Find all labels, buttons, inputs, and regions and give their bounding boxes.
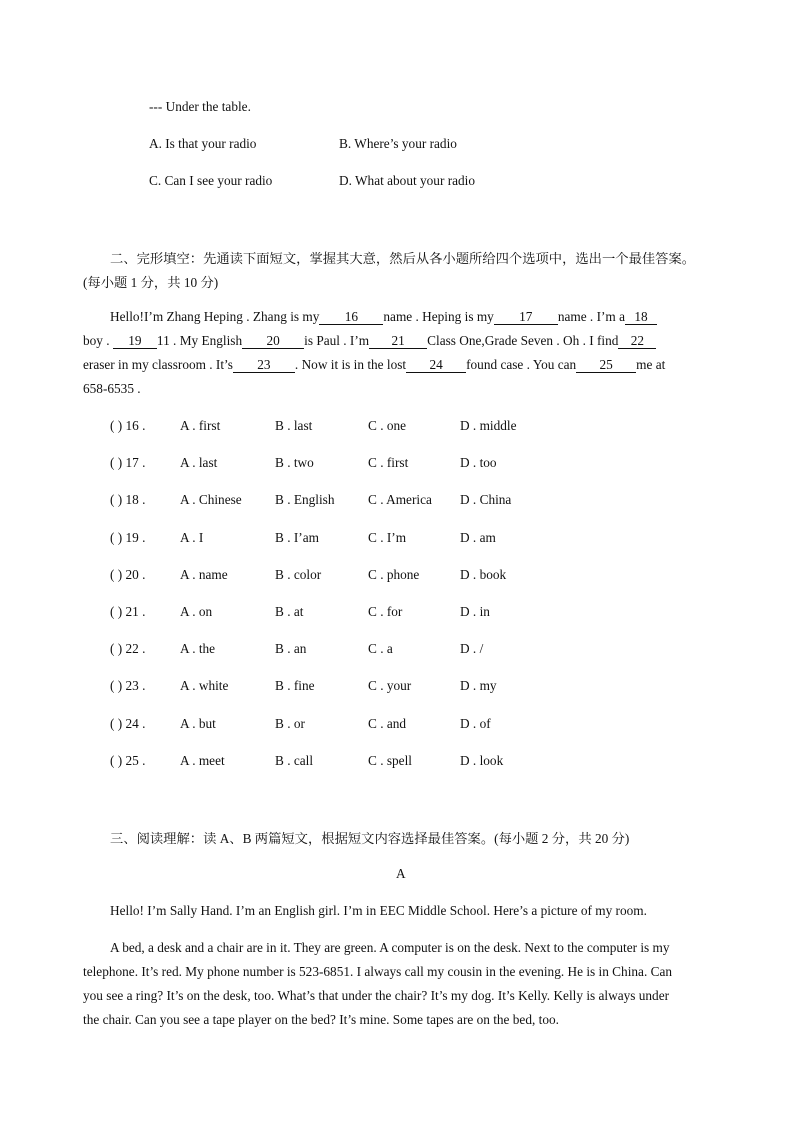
passage-text: . Now it is in the lost	[294, 357, 407, 372]
blank-22: 22	[618, 333, 656, 349]
question-number: ( ) 22 .	[110, 641, 146, 657]
choice-c: C . a	[368, 641, 393, 657]
question-number: ( ) 19 .	[110, 529, 146, 545]
choice-c: C . I’m	[368, 529, 407, 545]
passage-line-1	[110, 309, 657, 325]
answer-line: --- Under the table.	[149, 99, 251, 114]
passage-text: found case . You can	[466, 357, 577, 372]
option-c: C. Can I see your radio	[149, 173, 273, 188]
blank-21: 21	[369, 333, 427, 349]
choice-d: D . too	[460, 455, 497, 471]
passage-text: name . Heping is my	[383, 309, 494, 324]
blank-19: 19	[113, 333, 157, 349]
reading-para-2-line-1: A bed, a desk and a chair are in it. They are green. A computer is on the desk. Next to the computer is my	[110, 940, 670, 955]
passage-text: eraser in my classroom . It’s	[83, 357, 233, 372]
reading-para-1: Hello! I’m Sally Hand. I’m an English girl. I’m in EEC Middle School. Here’s a picture of my room.	[110, 903, 647, 918]
choice-a: A . name	[180, 566, 228, 582]
blank-23: 23	[233, 357, 295, 373]
choice-b: B . two	[275, 455, 314, 471]
question-number: ( ) 24 .	[110, 715, 146, 731]
choice-c: C . first	[368, 455, 409, 471]
choice-b: B . an	[275, 641, 307, 657]
section3-heading: 三、阅读理解：读 A、B 两篇短文，根据短文内容选择最佳答案。(每小题 2 分，共 20 分)	[110, 831, 630, 846]
choice-a: A . Chinese	[180, 492, 242, 508]
section2-heading: 二、完形填空：先通读下面短文，掌握其大意，然后从各小题所给四个选项中，选出一个最佳答案。	[110, 251, 696, 266]
choice-a: A . the	[180, 641, 216, 657]
question-number: ( ) 25 .	[110, 752, 146, 768]
choice-d: D . China	[460, 492, 512, 508]
question-number: ( ) 20 .	[110, 566, 146, 582]
choice-c: C . phone	[368, 566, 420, 582]
blank-17: 17	[494, 309, 558, 325]
reading-para-2-line-4: the chair. Can you see a tape player on the bed? It’s mine. Some tapes are on the bed, too.	[83, 1012, 559, 1027]
choice-d: D . am	[460, 529, 496, 545]
choice-d: D . my	[460, 678, 497, 694]
reading-para-2-line-3: you see a ring? It’s on the desk, too. What’s that under the chair? It’s my dog. It’s Kelly. Kelly is always under	[83, 988, 670, 1003]
choice-d: D . middle	[460, 418, 517, 433]
passage-line-3	[83, 357, 665, 373]
question-number: ( ) 21 .	[110, 604, 146, 619]
choice-a: A . on	[180, 604, 213, 619]
choice-c: C . spell	[368, 752, 412, 768]
option-b: B. Where’s your radio	[339, 136, 457, 151]
passage-text: Class One,Grade Seven . Oh . I find	[427, 333, 619, 348]
passage-label: A	[396, 866, 406, 881]
choice-c: C . one	[368, 418, 407, 433]
passage-text: is Paul . I’m	[304, 333, 370, 348]
passage-text: boy .	[83, 333, 110, 348]
choice-b: B . or	[275, 715, 305, 731]
choice-a: A . but	[180, 715, 216, 731]
reading-para-2-line-2: telephone. It’s red. My phone number is 523-6851. I always call my cousin in the evening. He is in China. Can	[83, 964, 673, 979]
choice-a: A . I	[180, 529, 204, 545]
passage-text: name . I’m a	[557, 309, 626, 324]
choice-d: D . in	[460, 604, 490, 619]
choice-d: D . book	[460, 566, 507, 582]
section2-heading-score: (每小题 1 分，共 10 分)	[83, 275, 219, 290]
passage-text: 11 . My English	[156, 333, 243, 348]
choice-d: D . of	[460, 715, 491, 731]
question-number: ( ) 23 .	[110, 678, 146, 694]
choice-a: A . first	[180, 418, 221, 433]
choice-b: B . fine	[275, 678, 315, 694]
choice-c: C . America	[368, 492, 432, 508]
passage-line-4: 658-6535 .	[83, 381, 141, 396]
choice-b: B . at	[275, 604, 304, 619]
choice-a: A . meet	[180, 752, 225, 768]
option-a: A. Is that your radio	[149, 136, 257, 151]
choice-c: C . for	[368, 604, 403, 619]
choice-b: B . English	[275, 492, 335, 508]
passage-text: me at	[636, 357, 666, 372]
passage-line-2	[83, 333, 656, 349]
choice-c: C . your	[368, 678, 412, 694]
blank-20: 20	[242, 333, 304, 349]
blank-18: 18	[625, 309, 657, 325]
option-d: D. What about your radio	[339, 173, 476, 188]
choice-c: C . and	[368, 715, 407, 731]
choice-b: B . call	[275, 752, 314, 768]
choice-a: A . last	[180, 455, 218, 471]
blank-24: 24	[406, 357, 466, 373]
blank-16: 16	[319, 309, 383, 325]
passage-text: Hello!I’m Zhang Heping . Zhang is my	[110, 309, 320, 324]
choice-b: B . color	[275, 566, 322, 582]
choice-b: B . I’am	[275, 529, 319, 545]
choice-b: B . last	[275, 418, 313, 433]
choice-d: D . /	[460, 641, 484, 657]
choice-a: A . white	[180, 678, 229, 694]
blank-25: 25	[576, 357, 636, 373]
question-number: ( ) 16 .	[110, 418, 146, 433]
question-number: ( ) 18 .	[110, 492, 146, 508]
choice-d: D . look	[460, 752, 504, 768]
question-number: ( ) 17 .	[110, 455, 146, 471]
